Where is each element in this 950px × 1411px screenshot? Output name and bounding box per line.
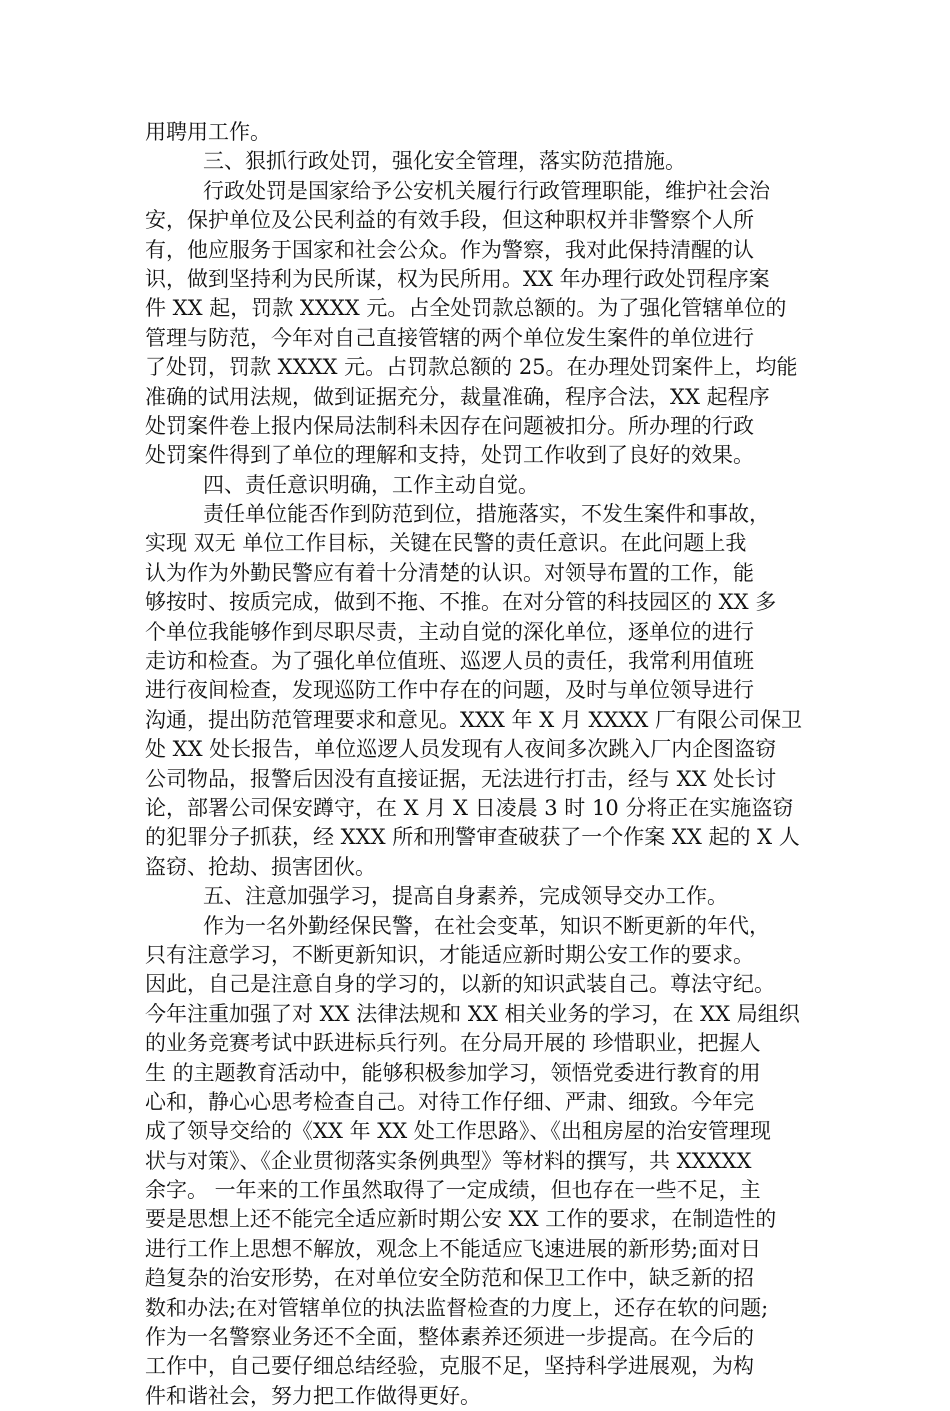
text-line: 五、注意加强学习，提高自身素养，完成领导交办工作。 — [203, 884, 728, 909]
text-line: 够按时、按质完成，做到不拖、不推。在对分管的科技园区的 XX 多 — [145, 590, 777, 615]
text-line: 进行工作上思想不解放，观念上不能适应飞速进展的新形势;面对日 — [145, 1236, 762, 1261]
text-line: 生 的主题教育活动中，能够积极参加学习，领悟党委进行教育的用 — [145, 1060, 761, 1085]
text-line: 责任单位能否作到防范到位，措施落实，不发生案件和事故， — [203, 502, 770, 527]
text-line: 走访和检查。为了强化单位值班、巡逻人员的责任，我常利用值班 — [145, 649, 754, 674]
text-line: 管理与防范，今年对自己直接管辖的两个单位发生案件的单位进行 — [145, 325, 754, 350]
text-line: 用聘用工作。 — [145, 120, 271, 144]
text-line: 三、狠抓行政处罚，强化安全管理，落实防范措施。 — [203, 149, 686, 174]
text-line: 四、责任意识明确，工作主动自觉。 — [203, 472, 539, 497]
text-line: 的业务竞赛考试中跃进标兵行列。在分局开展的 珍惜职业，把握人 — [145, 1031, 761, 1056]
text-line: 工作中，自己要仔细总结经验，克服不足，坚持科学进展观，为构 — [145, 1354, 754, 1379]
text-line: 安，保护单位及公民利益的有效手段，但这种职权并非警察个人所 — [145, 208, 754, 233]
text-line: 的犯罪分子抓获，经 XXX 所和刑警审查破获了一个作案 XX 起的 X 人 — [145, 825, 800, 850]
text-line: 有，他应服务于国家和社会公众。作为警察，我对此保持清醒的认 — [145, 237, 754, 262]
text-line: 心和，静心心思考检查自己。对待工作仔细、严肃、细致。今年完 — [145, 1089, 754, 1114]
text-line: 因此，自己是注意自身的学习的，以新的知识武装自己。尊法守纪。 — [145, 972, 775, 997]
text-line: 余字。 一年来的工作虽然取得了一定成绩，但也存在一些不足，主 — [145, 1178, 761, 1203]
text-line: 认为作为外勤民警应有着十分清楚的认识。对领导布置的工作，能 — [145, 560, 754, 585]
text-line: 件 XX 起，罚款 XXXX 元。占全处罚款总额的。为了强化管辖单位的 — [145, 296, 787, 321]
text-line: 准确的试用法规，做到证据充分，裁量准确，程序合法，XX 起程序 — [145, 384, 770, 409]
text-line: 处罚案件卷上报内保局法制科未因存在问题被扣分。所办理的行政 — [145, 413, 754, 438]
text-line: 实现 双无 单位工作目标，关键在民警的责任意识。在此问题上我 — [145, 531, 747, 556]
text-line: 沟通，提出防范管理要求和意见。XXX 年 X 月 XXXX 厂有限公司保卫 — [145, 707, 802, 732]
text-line: 公司物品，报警后因没有直接证据，无法进行打击，经与 XX 处长讨 — [145, 766, 777, 791]
text-line: 进行夜间检查，发现巡防工作中存在的问题，及时与单位领导进行 — [145, 678, 754, 703]
text-line: 作为一名外勤经保民警，在社会变革，知识不断更新的年代， — [203, 913, 770, 938]
text-line: 行政处罚是国家给予公安机关履行行政管理职能，维护社会治 — [203, 178, 770, 203]
text-line: 处 XX 处长报告，单位巡逻人员发现有人夜间多次跳入厂内企图盗窃 — [145, 737, 777, 762]
text-line: 个单位我能够作到尽职尽责，主动自觉的深化单位，逐单位的进行 — [145, 619, 754, 644]
text-line: 件和谐社会，努力把工作做得更好。 — [145, 1383, 481, 1408]
text-line: 识，做到坚持利为民所谋，权为民所用。XX 年办理行政处罚程序案 — [145, 266, 770, 291]
text-line: 成了领导交给的《XX 年 XX 处工作思路》、《出租房屋的治安管理现 — [145, 1119, 771, 1144]
document-body — [145, 118, 810, 1411]
text-line: 盗窃、抢劫、损害团伙。 — [145, 854, 376, 879]
text-line: 只有注意学习，不断更新知识，才能适应新时期公安工作的要求。 — [145, 942, 754, 967]
text-line: 论，部署公司保安蹲守，在 X 月 X 日凌晨 3 时 10 分将正在实施盗窃 — [145, 795, 794, 820]
text-line: 状与对策》、《企业贯彻落实条例典型》等材料的撰写，共 XXXXX — [145, 1148, 752, 1173]
text-line: 今年注重加强了对 XX 法律法规和 XX 相关业务的学习，在 XX 局组织 — [145, 1001, 800, 1026]
text-line: 处罚案件得到了单位的理解和支持，处罚工作收到了良好的效果。 — [145, 443, 754, 468]
text-line: 要是思想上还不能完全适应新时期公安 XX 工作的要求，在制造性的 — [145, 1207, 777, 1232]
text-line: 数和办法;在对管辖单位的执法监督检查的力度上，还存在软的问题; — [145, 1295, 769, 1320]
text-line: 作为一名警察业务还不全面，整体素养还须进一步提高。在今后的 — [145, 1325, 754, 1350]
text-line: 趋复杂的治安形势，在对单位安全防范和保卫工作中，缺乏新的招 — [145, 1266, 754, 1291]
text-line: 了处罚，罚款 XXXX 元。占罚款总额的 25。在办理处罚案件上，均能 — [145, 355, 798, 380]
